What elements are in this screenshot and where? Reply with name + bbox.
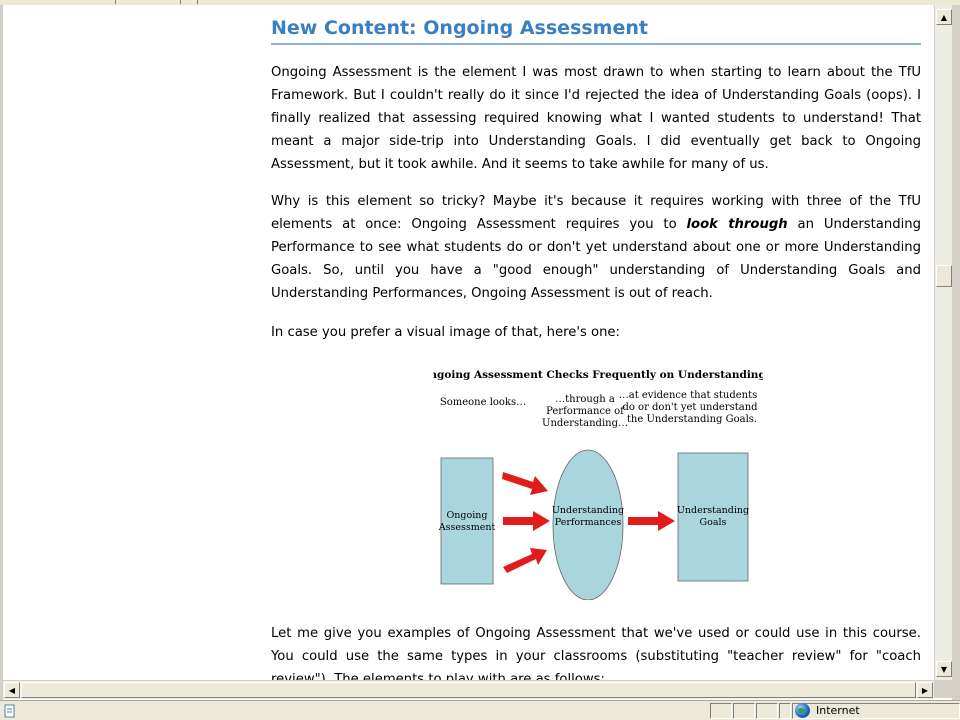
ellipse-label: Understanding: [551, 505, 625, 516]
box-label: Ongoing: [446, 510, 488, 521]
browser-viewport: [0, 5, 960, 700]
scroll-down-icon: ▼: [940, 664, 948, 674]
box-label: Assessment: [438, 522, 496, 533]
caption-mid: …through a: [555, 394, 615, 405]
scroll-up-icon: ▲: [940, 12, 948, 22]
caption-right: …at evidence that students: [618, 390, 758, 401]
caption-right: the Understanding Goals.: [626, 414, 758, 425]
toolbar-divider: [115, 0, 116, 4]
vertical-scrollbar[interactable]: [934, 5, 953, 680]
page-title: New Content: Ongoing Assessment: [271, 15, 921, 45]
scroll-left-icon: ◀: [8, 685, 16, 695]
ellipse-label: Performances: [554, 517, 622, 528]
paragraph-text: an Understanding Performance to see what students do or don't yet understand about one or more Understanding Goals. So, until you have a "good enough" understanding of Understanding Goals and Understanding Performances, Ongoing Assessment is out of reach.: [271, 217, 922, 301]
zone-label: Internet: [816, 704, 860, 717]
status-bar: [0, 700, 960, 720]
box-ongoing-assessment: [441, 458, 493, 584]
status-pane: [733, 703, 755, 719]
arrow-icon: [503, 511, 550, 531]
status-pane: [779, 703, 791, 719]
paragraph-intro: Ongoing Assessment is the element I was most drawn to when starting to learn about the TfU Framework. But I couldn't really do it since I'd rejected the idea of Understanding Goals (oops). I finally realized that assessing required knowing what I wanted students to understand! That meant a major side-trip into Understanding Goals. I did eventually get back to Ongoing Assessment, but it took awhile. And it seems to take awhile for many of us.: [271, 65, 921, 172]
paragraph-visual-intro: In case you prefer a visual image of that, here's one:: [271, 325, 620, 340]
scroll-up-button[interactable]: [936, 9, 952, 25]
vertical-scroll-thumb[interactable]: [936, 265, 952, 287]
diagram-title: Ongoing Assessment Checks Frequently on Understanding: [433, 369, 763, 381]
arrow-icon: [502, 472, 548, 495]
scroll-down-button[interactable]: [936, 661, 952, 677]
toolbar-divider: [197, 0, 198, 4]
caption-right: do or don't yet understand: [622, 402, 758, 413]
status-pane: [756, 703, 778, 719]
toolbar-divider: [180, 0, 181, 4]
caption-left: Someone looks…: [439, 397, 527, 408]
paragraph-why-tricky: [271, 190, 921, 305]
arrow-icon: [628, 511, 675, 531]
scroll-left-button[interactable]: [4, 682, 20, 698]
internet-zone-icon: [795, 703, 810, 718]
arrow-icon: [503, 548, 547, 573]
status-pane: [710, 703, 732, 719]
paragraph-text: Why is this element so tricky? Maybe it's because it requires working with three of the TfU elements at once: Ongoing Assessment requires you to: [271, 194, 921, 232]
horizontal-scrollbar[interactable]: [3, 680, 934, 699]
caption-mid: Understanding…: [542, 418, 628, 429]
box-label: Understanding: [676, 505, 750, 516]
scroll-right-icon: ▶: [921, 685, 929, 695]
emphasis-text: look through: [686, 217, 788, 232]
window-border: [952, 5, 960, 700]
page-icon: [3, 704, 17, 718]
assessment-diagram: [433, 360, 763, 600]
scrollbar-corner: [934, 680, 952, 698]
scroll-right-button[interactable]: [917, 682, 933, 698]
horizontal-scroll-thumb[interactable]: [21, 682, 916, 698]
paragraph-examples: Let me give you examples of Ongoing Assessment that we've used or could use in this course. You could use the same types in your classrooms (substituting "teacher review" for "coach: [271, 626, 921, 664]
diagram-svg: [433, 360, 763, 600]
caption-mid: Performance of: [546, 406, 624, 417]
box-label: Goals: [699, 517, 727, 528]
